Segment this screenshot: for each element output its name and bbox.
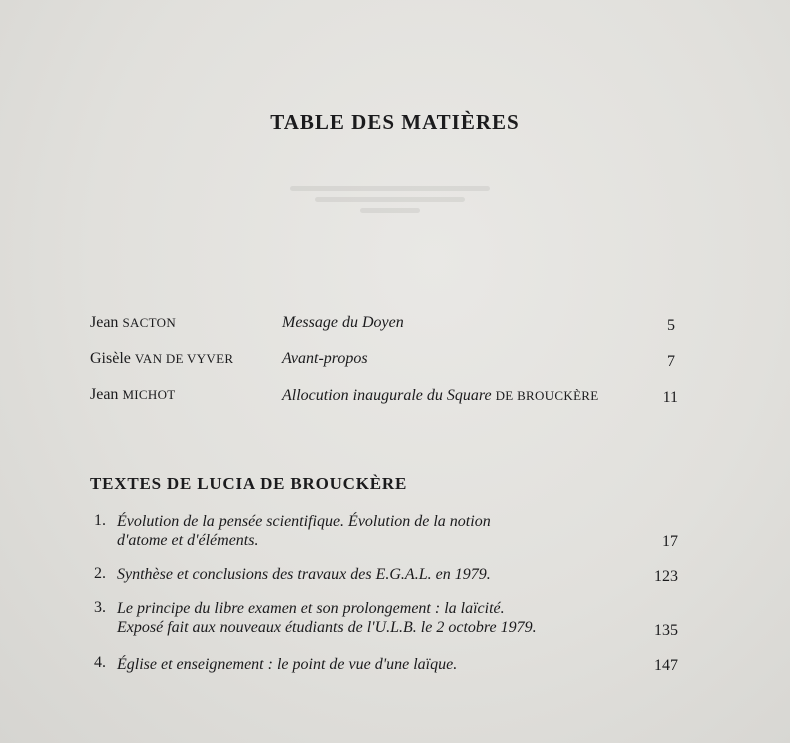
- page-number: 11: [662, 389, 678, 406]
- work-title: Avant-propos: [282, 350, 368, 367]
- item-title: Le principe du libre examen et son prolongement : la laïcité. Exposé fait aux nouveaux étudiants de l'U.L.B. le 2 octobre 1979.: [117, 600, 537, 636]
- work-title: Message du Doyen: [282, 314, 404, 331]
- bleed-through-text: [282, 180, 497, 230]
- author-name: Gisèle VAN DE VYVER: [90, 350, 234, 367]
- page-number: 17: [662, 533, 678, 550]
- author-name: Jean SACTON: [90, 314, 177, 331]
- item-number: 3.: [94, 599, 106, 616]
- page-title: TABLE DES MATIÈRES: [270, 110, 520, 134]
- author-name: Jean MICHOT: [90, 386, 176, 403]
- page-number: 123: [654, 568, 678, 585]
- item-title: Synthèse et conclusions des travaux des E.G.A.L. en 1979.: [117, 566, 491, 583]
- item-number: 2.: [94, 565, 106, 582]
- item-number: 4.: [94, 654, 106, 671]
- page-number: 7: [667, 353, 675, 370]
- section-heading: TEXTES DE LUCIA DE BROUCKÈRE: [90, 474, 408, 493]
- item-number: 1.: [94, 512, 106, 529]
- work-title: Allocution inaugurale du Square DE BROUCKÈRE: [282, 387, 599, 404]
- page-number: 5: [667, 317, 675, 334]
- item-title: Église et enseignement : le point de vue d'une laïque.: [117, 656, 458, 673]
- item-title: Évolution de la pensée scientifique. Évolution de la notion d'atome et d'éléments.: [117, 513, 491, 549]
- page-number: 135: [654, 622, 678, 639]
- page-number: 147: [654, 657, 678, 674]
